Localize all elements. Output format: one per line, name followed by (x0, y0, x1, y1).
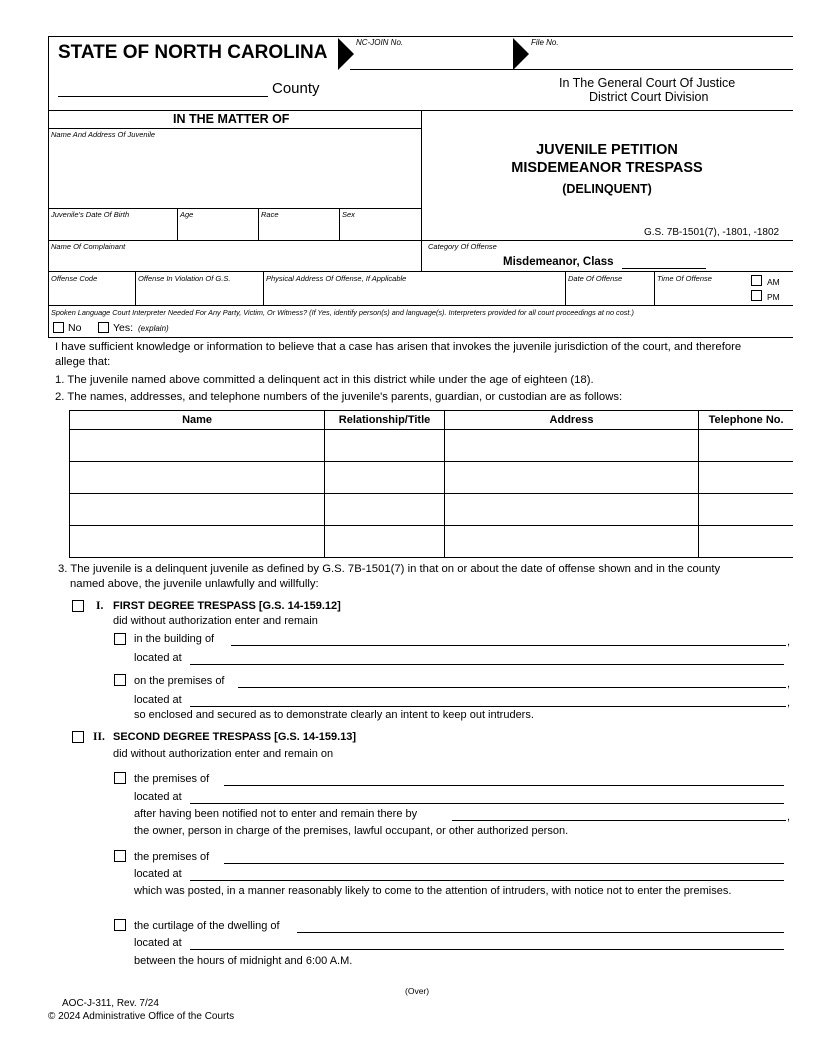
notified-by-input[interactable] (452, 820, 786, 821)
offense-date-label: Date Of Offense (568, 274, 623, 283)
table-cell[interactable] (699, 494, 793, 526)
second-degree-numeral: II. (93, 731, 105, 743)
file-label: File No. (531, 38, 559, 47)
table-cell[interactable] (70, 430, 325, 462)
notified-premises-label: the premises of (134, 773, 210, 785)
intro-line1: I have sufficient knowledge or information to believe that a case has arisen that invokes the juvenile jurisdiction of the court, and therefore (55, 341, 742, 353)
curtilage-hours-text: between the hours of midnight and 6:00 A.M. (134, 955, 353, 967)
table-cell[interactable] (444, 430, 698, 462)
intro-line2: allege that: (55, 356, 111, 368)
table-cell[interactable] (325, 526, 445, 558)
table-cell[interactable] (70, 494, 325, 526)
am-label: AM (767, 277, 780, 287)
first-degree-title: FIRST DEGREE TRESPASS [G.S. 14-159.12] (113, 600, 341, 612)
first-degree-checkbox[interactable] (72, 600, 84, 612)
table-cell[interactable] (325, 494, 445, 526)
second-degree-sub: did without authorization enter and remain on (113, 748, 334, 760)
second-degree-title: SECOND DEGREE TRESPASS [G.S. 14-159.13] (113, 731, 357, 743)
curtilage-label: the curtilage of the dwelling of (134, 920, 280, 932)
interpreter-explain: (explain) (138, 324, 169, 333)
curtilage-location-input[interactable] (190, 949, 784, 950)
state-title: STATE OF NORTH CAROLINA (58, 42, 328, 63)
am-checkbox[interactable] (751, 275, 762, 286)
item-3-line1: 3. The juvenile is a delinquent juvenile as defined by G.S. 7B-1501(7) in that on or about the date of offense shown and in the county (58, 563, 721, 575)
premises-location-input[interactable] (190, 706, 786, 707)
dob-label: Juvenile's Date Of Birth (51, 210, 130, 219)
notified-premises-checkbox[interactable] (114, 772, 126, 784)
curtilage-checkbox[interactable] (114, 919, 126, 931)
ncjoin-label: NC-JOIN No. (356, 38, 404, 47)
class-input[interactable] (622, 268, 706, 269)
building-located-label: located at (134, 652, 182, 664)
race-label: Race (261, 210, 279, 219)
form-title-2: MISDEMEANOR TRESPASS (511, 160, 703, 176)
table-cell[interactable] (444, 526, 698, 558)
age-label: Age (180, 210, 194, 219)
offense-code-label: Offense Code (51, 274, 98, 283)
table-row (70, 526, 794, 558)
curtilage-located-label: located at (134, 937, 182, 949)
county-input[interactable] (58, 96, 268, 97)
ncjoin-arrow-icon (338, 38, 354, 70)
over-text: (Over) (405, 986, 430, 996)
notified-by-label: after having been notified not to enter and remain there by (134, 808, 418, 820)
item-2: 2. The names, addresses, and telephone numbers of the juvenile's parents, guardian, or custodian are as follows: (55, 391, 623, 403)
notified-located-label: located at (134, 791, 182, 803)
table-cell[interactable] (444, 494, 698, 526)
posted-located-label: located at (134, 868, 182, 880)
juvenile-name-field[interactable] (50, 141, 418, 207)
form-title-1: JUVENILE PETITION (536, 142, 678, 158)
table-row (70, 430, 794, 462)
statute: G.S. 7B-1501(7), -1801, -1802 (644, 227, 780, 238)
table-cell[interactable] (70, 526, 325, 558)
table-cell[interactable] (444, 462, 698, 494)
table-row (70, 494, 794, 526)
premises-label: on the premises of (134, 675, 225, 687)
pm-label: PM (767, 292, 780, 302)
county-label: County (272, 80, 320, 97)
category-label: Category Of Offense (428, 242, 497, 251)
second-degree-checkbox[interactable] (72, 731, 84, 743)
col-address: Address (444, 411, 698, 430)
premises-checkbox[interactable] (114, 674, 126, 686)
curtilage-owner-input[interactable] (297, 932, 784, 933)
item-1: 1. The juvenile named above committed a delinquent act in this district while under the age of eighteen (18). (55, 374, 594, 386)
building-location-input[interactable] (190, 664, 784, 665)
table-cell[interactable] (699, 462, 793, 494)
form-number: AOC-J-311, Rev. 7/24 (62, 998, 159, 1009)
interpreter-no-checkbox[interactable] (53, 322, 64, 333)
sex-label: Sex (342, 210, 355, 219)
enclosed-text: so enclosed and secured as to demonstrate clearly an intent to keep out intruders. (134, 709, 534, 721)
item-3-line2: named above, the juvenile unlawfully and willfully: (70, 578, 319, 590)
complainant-label: Name Of Complainant (51, 242, 126, 251)
court-line1: In The General Court Of Justice (559, 76, 736, 90)
table-row (70, 462, 794, 494)
violation-label: Offense In Violation Of G.S. (138, 274, 231, 283)
col-relationship: Relationship/Title (325, 411, 445, 430)
interpreter-no-label: No (68, 322, 82, 334)
building-label: in the building of (134, 633, 215, 645)
file-arrow-icon (513, 38, 529, 70)
form-title-3: (DELINQUENT) (562, 182, 652, 196)
first-degree-numeral: I. (96, 600, 104, 612)
table-cell[interactable] (325, 462, 445, 494)
court-line2: District Court Division (589, 90, 709, 104)
table-cell[interactable] (699, 526, 793, 558)
posted-text: which was posted, in a manner reasonably likely to come to the attention of intruders, with notice not to enter the premises. (134, 885, 732, 897)
interpreter-question: Spoken Language Court Interpreter Needed For Any Party, Victim, Or Witness? (If Yes, identify person(s) and language(s). Interpreters provided for all court proceedings at no cost.) (51, 308, 634, 317)
interpreter-yes-checkbox[interactable] (98, 322, 109, 333)
premises-located-label: located at (134, 694, 182, 706)
owner-text: the owner, person in charge of the premises, lawful occupant, or other authorized person. (134, 825, 569, 837)
category-value: Misdemeanor, Class (503, 256, 614, 268)
offense-address-label: Physical Address Of Offense, If Applicable (266, 274, 407, 283)
first-degree-sub: did without authorization enter and remain (113, 615, 318, 627)
juvenile-name-label: Name And Address Of Juvenile (51, 130, 156, 139)
interpreter-yes-label: Yes: (113, 322, 134, 334)
table-cell[interactable] (70, 462, 325, 494)
matter-title: IN THE MATTER OF (173, 112, 290, 126)
posted-premises-owner-input[interactable] (224, 863, 784, 864)
table-cell[interactable] (325, 430, 445, 462)
building-checkbox[interactable] (114, 633, 126, 645)
pm-checkbox[interactable] (751, 290, 762, 301)
posted-premises-label: the premises of (134, 851, 210, 863)
premises-owner-input[interactable] (238, 687, 786, 688)
copyright: © 2024 Administrative Office of the Courts (48, 1011, 235, 1022)
posted-location-input[interactable] (190, 880, 784, 881)
notified-premises-owner-input[interactable] (224, 785, 784, 786)
posted-premises-checkbox[interactable] (114, 850, 126, 862)
col-telephone: Telephone No. (699, 411, 793, 430)
notified-location-input[interactable] (190, 803, 784, 804)
offense-time-label: Time Of Offense (657, 274, 712, 283)
building-owner-input[interactable] (231, 645, 786, 646)
col-name: Name (70, 411, 325, 430)
parents-table (69, 410, 793, 558)
table-cell[interactable] (699, 430, 793, 462)
